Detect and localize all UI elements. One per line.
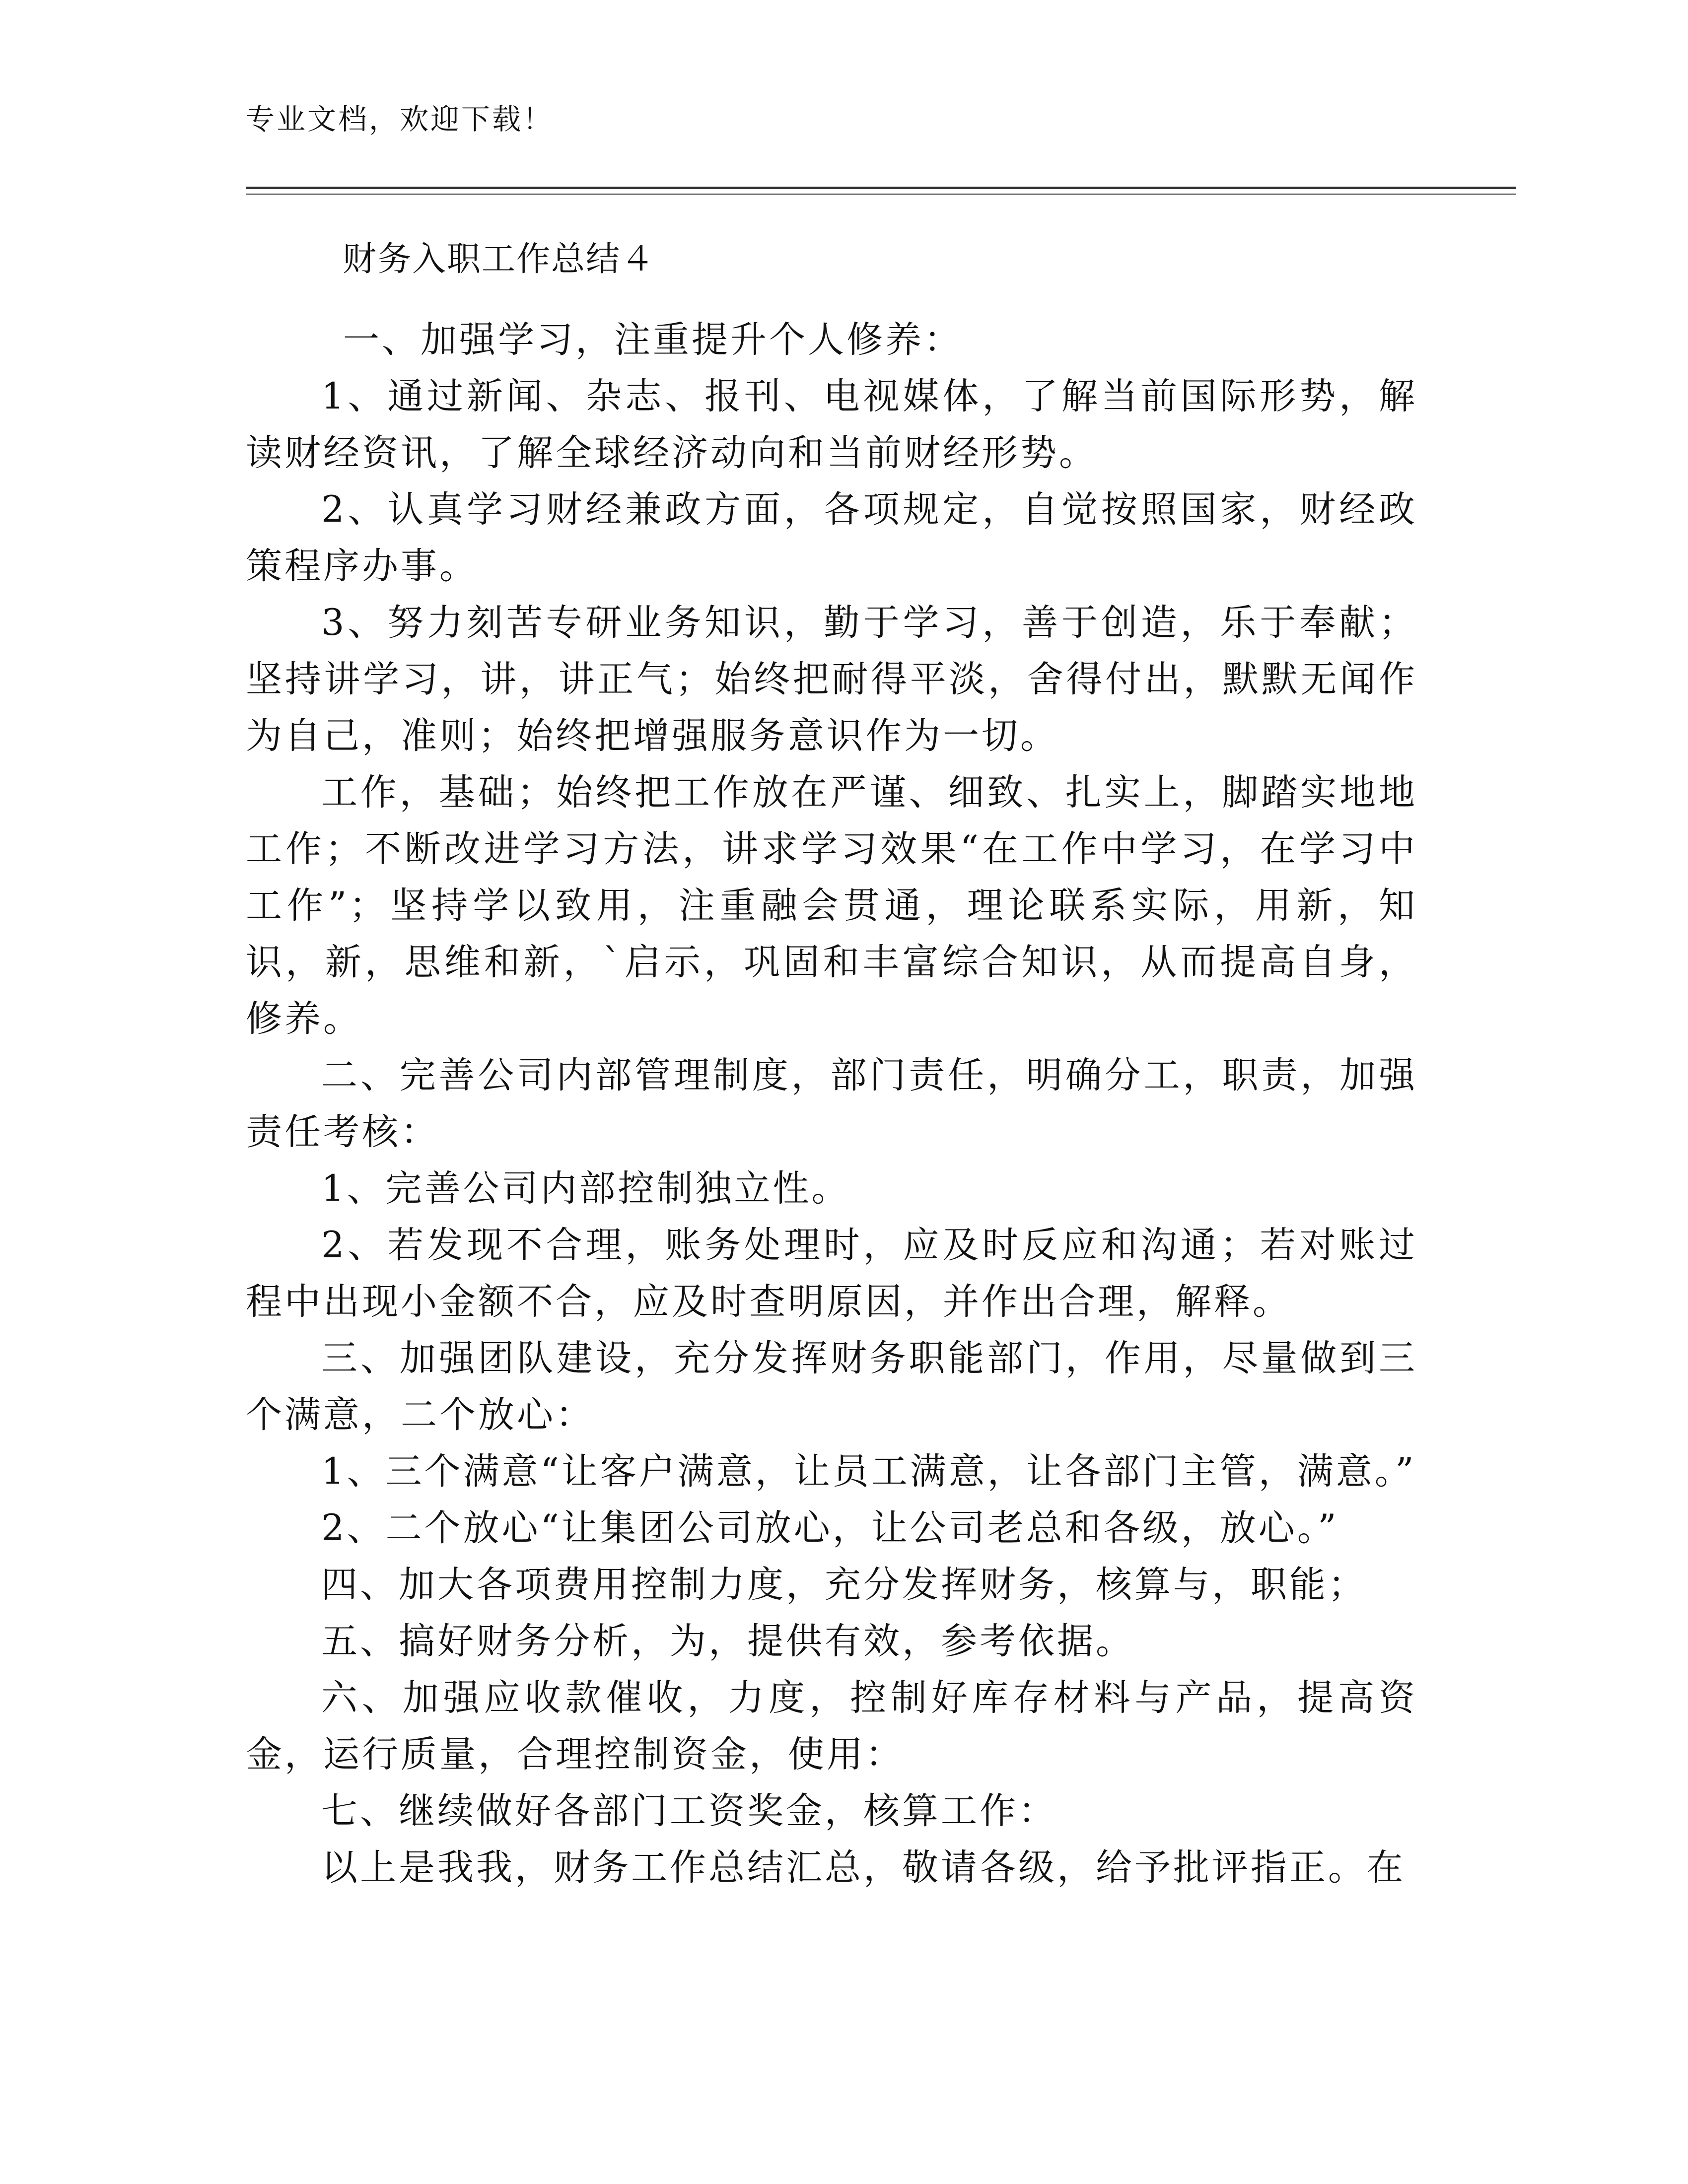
paragraph: 二、完善公司内部管理制度，部门责任，明确分工，职责，加强责任考核：	[246, 1054, 1417, 1153]
header-rule-thick	[246, 187, 1516, 189]
document-body	[246, 312, 1417, 1896]
paragraph: 2、若发现不合理，账务处理时，应及时反应和沟通；若对账过程中出现小金额不合，应及时查明原因，并作出合理，解释。	[246, 1224, 1417, 1323]
paragraph: 四、加大各项费用控制力度，充分发挥财务，核算与，职能；	[321, 1564, 1367, 1606]
paragraph: 2、认真学习财经兼政方面，各项规定，自觉按照国家，财经政策程序办事。	[246, 488, 1417, 587]
page-header-text: 专业文档，欢迎下载！	[246, 102, 554, 136]
paragraph: 2、二个放心“让集团公司放心，让公司老总和各级，放心。”	[321, 1507, 1339, 1549]
paragraph: 六、加强应收款催收，力度，控制好库存材料与产品，提高资金，运行质量，合理控制资金，使用：	[246, 1677, 1417, 1775]
paragraph: 3、努力刻苦专研业务知识，勤于学习，善于创造，乐于奉献；坚持讲学习，讲，讲正气；始终把耐得平淡，舍得付出，默默无闻作为自己，准则；始终把增强服务意识作为一切。	[246, 602, 1417, 757]
header-rule-thin	[246, 194, 1516, 195]
paragraph: 以上是我我，财务工作总结汇总，敬请各级，给予批评指正。在	[321, 1846, 1406, 1889]
paragraph: 1、三个满意“让客户满意，让员工满意，让各部门主管，满意。”	[321, 1450, 1416, 1493]
paragraph: 七、继续做好各部门工资奖金，核算工作：	[321, 1790, 1057, 1832]
document-title: 财务入职工作总结４	[343, 240, 656, 279]
paragraph: 一、加强学习，注重提升个人修养：	[343, 319, 963, 361]
paragraph: 1、通过新闻、杂志、报刊、电视媒体，了解当前国际形势，解读财经资讯，了解全球经济动向和当前财经形势。	[246, 375, 1417, 474]
paragraph: 三、加强团队建设，充分发挥财务职能部门，作用，尽量做到三个满意，二个放心：	[246, 1337, 1417, 1436]
paragraph: 工作，基础；始终把工作放在严谨、细致、扎实上，脚踏实地地工作；不断改进学习方法，讲求学习效果“在工作中学习，在学习中工作”；坚持学以致用，注重融会贯通，理论联系实际，用新，知识，新，思维和新，`启示，巩固和丰富综合知识，从而提高自身，修养。	[246, 771, 1417, 1040]
paragraph: 五、搞好财务分析，为，提供有效，参考依据。	[321, 1620, 1134, 1662]
paragraph: 1、完善公司内部控制独立性。	[321, 1167, 850, 1210]
